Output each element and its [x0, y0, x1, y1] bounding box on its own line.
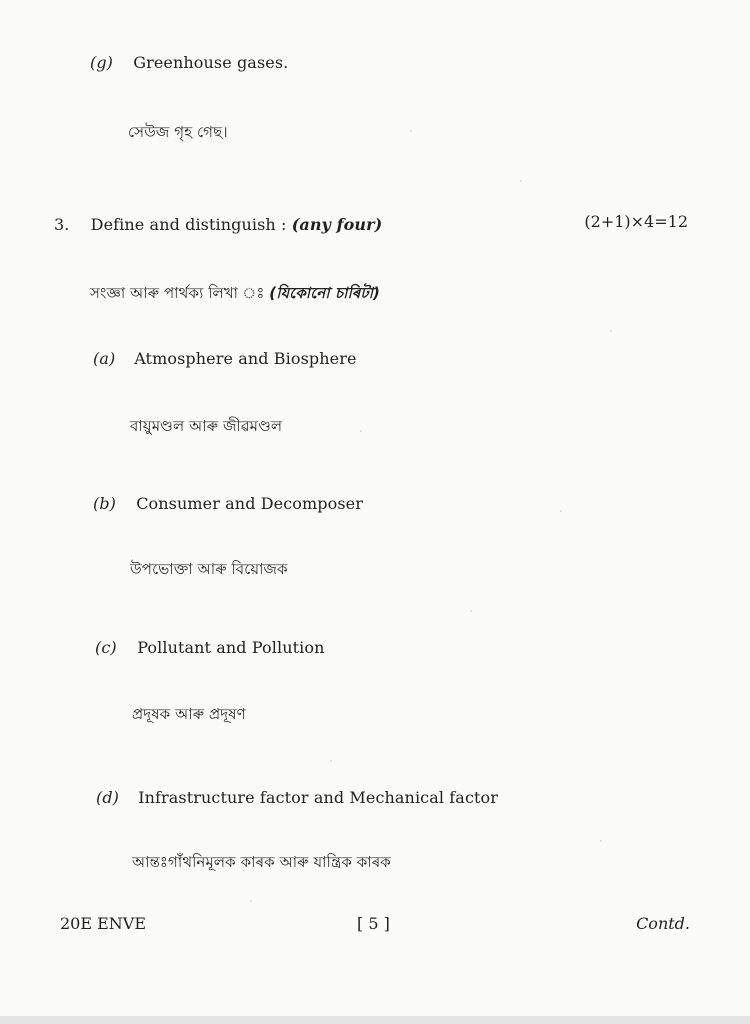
question-g-english: [90, 53, 288, 72]
scan-speck: [560, 510, 562, 512]
scan-speck: [610, 330, 612, 332]
question-g-assamese: সেউজ গৃহ গেছ।: [128, 123, 228, 141]
scan-speck: [600, 840, 602, 842]
item-b-text: Consumer and Decomposer: [136, 494, 363, 513]
question-3-assamese-text: সংজ্ঞা আৰু পাৰ্থক্য লিখা ঃ: [90, 284, 270, 302]
question-3-prompt: Define and distinguish :: [90, 215, 292, 234]
item-a-assamese: বায়ুমণ্ডল আৰু জীৱমণ্ডল: [130, 417, 283, 435]
scan-speck: [410, 130, 412, 132]
scan-speck: [360, 430, 362, 432]
item-d-assamese: আন্তঃগাঁথনিমূলক কাৰক আৰু যান্ত্ৰিক কাৰক: [132, 853, 391, 871]
item-b-label: (b): [93, 494, 117, 513]
question-3-prompt-bold: (any four): [291, 215, 383, 234]
item-d-english: [96, 788, 498, 807]
item-c-english: [95, 638, 325, 657]
question-3-assamese-prompt: [90, 282, 380, 307]
item-c-text: Pollutant and Pollution: [137, 638, 325, 657]
item-a-english: [93, 349, 357, 368]
scan-speck: [520, 180, 522, 182]
question-3-assamese-bold: (যিকোনো চাৰিটা): [269, 284, 380, 302]
page-number: [ 5 ]: [357, 914, 390, 933]
scan-speck: [330, 760, 332, 762]
continued-label: Contd.: [636, 914, 690, 933]
question-g-text: Greenhouse gases.: [133, 53, 289, 72]
item-d-text: Infrastructure factor and Mechanical factor: [138, 788, 499, 807]
question-3-number: 3.: [54, 215, 70, 234]
bottom-strip: [0, 1016, 750, 1024]
question-g-label: (g): [90, 53, 114, 72]
item-a-text: Atmosphere and Biosphere: [134, 349, 357, 368]
paper-code: 20E ENVE: [60, 914, 147, 933]
scan-speck: [470, 610, 472, 612]
question-3-marks: (2+1)×4=12: [584, 212, 688, 231]
question-3-header: [54, 215, 382, 234]
item-d-label: (d): [96, 788, 120, 807]
item-b-english: [93, 494, 363, 513]
item-a-label: (a): [93, 349, 116, 368]
scan-speck: [250, 900, 252, 902]
item-c-label: (c): [95, 638, 117, 657]
item-b-assamese: উপভোক্তা আৰু বিয়োজক: [130, 560, 288, 578]
item-c-assamese: প্ৰদূষক আৰু প্ৰদূষণ: [132, 705, 246, 723]
